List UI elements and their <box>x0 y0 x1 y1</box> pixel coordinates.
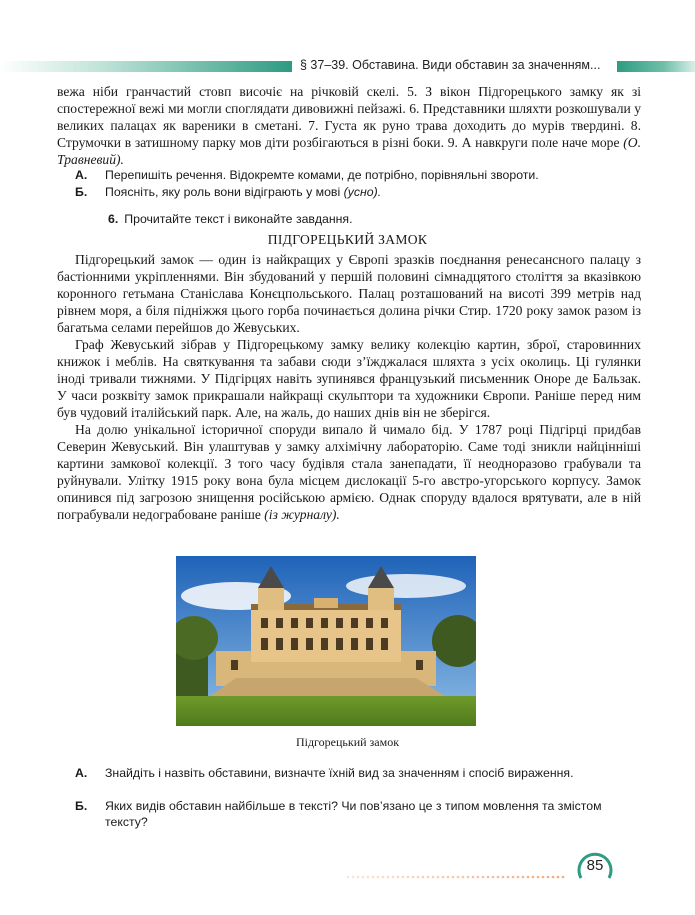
exercise-6-heading <box>108 212 352 226</box>
task-letter: А. <box>75 168 88 182</box>
footer-dots <box>345 873 565 881</box>
task-text: Яких видів обставин найбільше в тексті? Чи пов’язано це з типом мовлення та змістом тексту? <box>105 799 602 829</box>
task-text: Перепишіть речення. Відокремте комами, де потрібно, порівняльні звороти. <box>105 168 539 182</box>
article-paragraph-1: Підгорецький замок — один із найкращих у Європі зразків поєднання ренесансного палацу з бастіонними укріпленнями. Він збудований у першій половині сімнадцятого століття за вказівкою коронного гетьмана Станіслава Конєцпольського. Палац розташований на висоті 399 метрів над рівнем моря, а біля підніжжя цього горба починається долина річки Стир. 1720 року замок разом із багатьма селами перейшов до Жевуських. <box>57 252 641 335</box>
article-paragraph-3: На долю унікальної історичної споруди випало й чимало бід. У 1787 році Підгірці придбав Северин Жевуський. Він улаштував у замку алхімічну лабораторію. Саме тоді зникли найцінніші картини замкової колекції. З того часу будівля стала занепадати, її неодноразово грабували та руйнували. Улітку 1915 року вона була місцем дислокації 5-го австро-угорського корпусу. Замок опинився під загрозою знищення російською армією. Однак споруду вдалося врятувати, але в ній пограбували недограбоване раніше <box>57 422 641 522</box>
task-note: (усно). <box>343 185 382 199</box>
header-title: § 37–39. Обставина. Види обставин за значенням... <box>300 58 601 72</box>
article-body <box>57 251 641 523</box>
article-title: ПІДГОРЕЦЬКИЙ ЗАМОК <box>267 232 428 247</box>
castle-photo <box>176 556 476 726</box>
exercise-instruction: Прочитайте текст і виконайте завдання. <box>124 212 353 226</box>
task-5b <box>75 184 641 200</box>
running-header <box>0 57 695 77</box>
header-decor-right <box>617 61 695 72</box>
task-after-b <box>75 798 641 830</box>
task-text: Знайдіть і назвіть обставини, визначте їхній вид за значенням і спосіб вираження. <box>105 766 574 780</box>
task-letter: А. <box>75 766 88 780</box>
article-paragraph-2: Граф Жевуський зібрав у Підгорецькому замку велику колекцію картин, зброї, старовинних книжок і меблів. На святкування та забави сюди з’їжджалася шляхта з усіх околиць. Ці гулянки іноді тривали тижнями. У Підгірцях навіть зупинявся французький письменник Оноре де Бальзак. У часи розквіту замок прикрашали найкращі скульптори та художники Європи. Раніше перед ним був чудовий італійський парк. Але, на жаль, до наших днів він не зберігся. <box>57 337 641 420</box>
exercise-text <box>57 83 641 168</box>
task-letter: Б. <box>75 799 88 813</box>
task-text: Поясніть, яку роль вони відіграють у мові <box>105 185 341 199</box>
page-number: 85 <box>586 857 604 874</box>
exercise-citation: (О. Травневий). <box>57 135 641 167</box>
exercise-number: 6. <box>108 212 119 226</box>
exercise-sentences: вежа ніби гранчастий стовп височіє на річковій скелі. 5. З вікон Підгорецького замку як зі спостережної вежі ми могли споглядати дивовижні пейзажі. 6. Представники шляхти розкошували у великих палацах як вареники в сметані. 7. Густа як руно трава доходить до мурів твердині. 8. Струмочки в затишному парку мов діти розбігаються в різні боки. 9. А навкруги поле наче море <box>57 84 641 150</box>
task-after-a <box>75 765 641 781</box>
task-5a <box>75 167 641 183</box>
header-decor-left <box>0 61 292 72</box>
page-number-badge <box>575 848 615 888</box>
photo-caption: Підгорецький замок <box>295 735 400 749</box>
article-source: (із журналу). <box>264 507 340 522</box>
task-letter: Б. <box>75 185 88 199</box>
